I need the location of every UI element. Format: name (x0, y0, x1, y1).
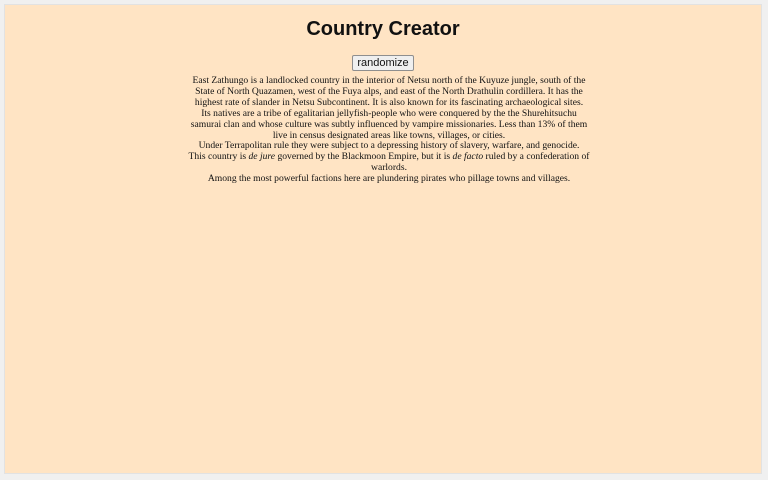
de-jure-term: de jure (248, 151, 276, 163)
factions-paragraph: Among the most powerful factions here are plundering pirates who pillage towns and villages. (207, 173, 571, 185)
controls (5, 53, 761, 71)
de-facto-term: de facto (452, 151, 484, 163)
government-text-c: ruled by a confederation of warlords. (371, 151, 590, 174)
government-text-b: governed by the Blackmoon Empire, but it is (275, 151, 453, 163)
government-paragraph (185, 152, 593, 174)
government-text-a: This country is (188, 151, 249, 163)
natives-paragraph: Its natives are a tribe of egalitarian jellyfish-people who were conquered by the the Shurehitsuchu samurai clan and whose culture was subtly influenced by vampire missionaries. Less than 13% of them live in census designated areas like towns, villages, or cities. (190, 107, 588, 141)
page-title: Country Creator (306, 18, 460, 40)
geography-paragraph: East Zathungo is a landlocked country in the interior of Netsu north of the Kuyuze jungle, south of the State of North Quazamen, west of the Fuya alps, and east of the North Drathulin cordillera. It has the highest rate of slander in Netsu Subcontinent. It is also known for its fascinating archaeological sites. (192, 75, 586, 108)
country-description (185, 76, 593, 185)
randomize-button[interactable]: randomize (352, 55, 413, 71)
history-paragraph: Under Terrapolitan rule they were subject to a depressing history of slavery, warfare, and genocide. (198, 140, 580, 152)
